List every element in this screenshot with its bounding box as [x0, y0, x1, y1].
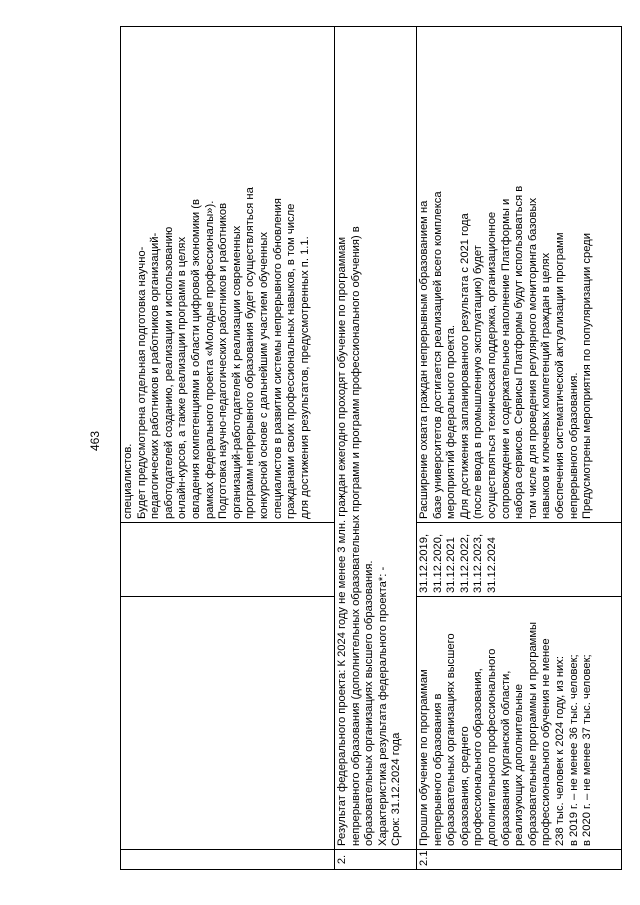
text-line: обеспечения систематической актуализации программ	[553, 232, 566, 519]
text-line: в 2019 г. – не менее 36 тыс. человек;	[567, 654, 580, 846]
table-row-2-1	[417, 27, 622, 870]
text-line: программ непрерывного образования будет осуществляться на	[244, 187, 257, 519]
text-line: гражданами своих профессиональных навыков, в том числе	[285, 203, 298, 519]
table-row-continuation	[121, 27, 335, 870]
text-line: непрерывного образования.	[567, 372, 580, 519]
text-line: организаций-работодателей к реализации современных	[230, 225, 243, 519]
text-line: осуществляться техническая поддержка, организационное	[485, 211, 498, 519]
text-line: набора сервисов. Сервисы Платформы будут использоваться в	[513, 185, 526, 519]
empty-cell	[121, 850, 335, 870]
text-line: рамках федерального проекта «Молодые профессионалы»).	[203, 200, 216, 519]
date-value: 31.12.2019,	[418, 533, 430, 593]
text-line: том числе для проведения регулярного мониторинга базовых	[526, 197, 539, 519]
text-line: сопровождение и содержательное наполнение Платформы и	[499, 198, 512, 519]
text-line: образовательные программы и программы	[526, 621, 539, 846]
text-line: непрерывного образования (дополнительных образовательных программ и программ профессионального обучения) в	[349, 226, 362, 846]
continued-text-cell	[121, 27, 335, 523]
table-row-result-2	[335, 27, 417, 870]
text-line: (после ввода в промышленную эксплуатацию) будет	[472, 245, 485, 519]
landscape-page	[120, 27, 622, 870]
text-line: овладения компетенциями в области цифровой экономики (в	[189, 199, 202, 519]
date-value: 31.12.2021	[445, 537, 458, 593]
text-line: Будет предусмотрена отдельная подготовка научно-	[135, 246, 148, 519]
text-line: Прошли обучение по программам	[418, 669, 430, 846]
text-line: образовательных организациях высшего образования.	[363, 560, 376, 846]
text-line: образования Курганской области,	[499, 670, 512, 846]
indicator-cell	[417, 597, 622, 850]
text-line: навыков и ключевых компетенций граждан в целях	[540, 252, 553, 519]
text-line: в 2020 г. – не менее 37 тыс. человек;	[581, 654, 594, 846]
text-line: специалистов в развитии системы непрерывного обновления	[271, 198, 284, 519]
text-line: образования, среднего	[458, 726, 471, 846]
text-line: Подготовка научно-педагогических работников и работников	[217, 202, 230, 519]
description-cell	[417, 27, 622, 523]
row-number: 2.	[335, 850, 417, 870]
text-line: реализующих дополнительные	[513, 684, 526, 846]
text-line: базе университетов достигается реализацией всего комплекса	[431, 191, 444, 519]
text-line: профессионального обучения не менее	[540, 638, 553, 846]
empty-cell	[121, 523, 335, 597]
text-line: непрерывного образования в	[431, 693, 444, 846]
date-value: 31.12.2022,	[458, 533, 471, 593]
text-line: профессионального образования,	[472, 668, 485, 846]
row-number: 2.1	[417, 850, 622, 870]
text-line: для достижения результатов, предусмотренных п. 1.1.	[298, 236, 311, 519]
result-text-cell	[335, 27, 417, 850]
text-line: образовательных организациях высшего	[445, 633, 458, 846]
text-line: Предусмотрены мероприятия по популяризации среди	[581, 233, 594, 519]
text-line: Результат федерального проекта: К 2024 году не менее 3 млн. граждан ежегодно проходят обучение по программам	[336, 236, 348, 846]
text-line: Расширение охвата граждан непрерывным образованием на	[418, 200, 430, 519]
deadlines-cell	[417, 523, 622, 597]
text-line: Для достижения запланированного результата с 2021 года	[458, 213, 471, 519]
date-value: 31.12.2023,	[472, 533, 485, 593]
empty-cell	[121, 597, 335, 850]
text-line: работодателей созданию, реализации и использованию	[162, 226, 175, 519]
text-line: 238 тыс. человек к 2024 году, из них:	[553, 656, 566, 846]
text-line: онлайн-курсов, а также реализации программ в целях	[176, 236, 189, 519]
date-value: 31.12.2024	[485, 537, 498, 593]
project-table	[120, 26, 622, 870]
text-line: Срок: 31.12.2024 года	[390, 732, 403, 846]
date-value: 31.12.2020,	[431, 533, 444, 593]
text-line: конкурсной основе с дальнейшим участием обученных	[257, 232, 270, 519]
text-line: педагогических работников и работников организаций-	[149, 232, 162, 519]
text-line: дополнительного профессионального	[485, 648, 498, 846]
text-line: мероприятий федерального проекта.	[445, 324, 458, 519]
page-number: 463	[88, 430, 102, 452]
text-line: Характеристика результата федерального проекта*: -	[376, 566, 389, 846]
text-line: специалистов.	[122, 443, 134, 519]
